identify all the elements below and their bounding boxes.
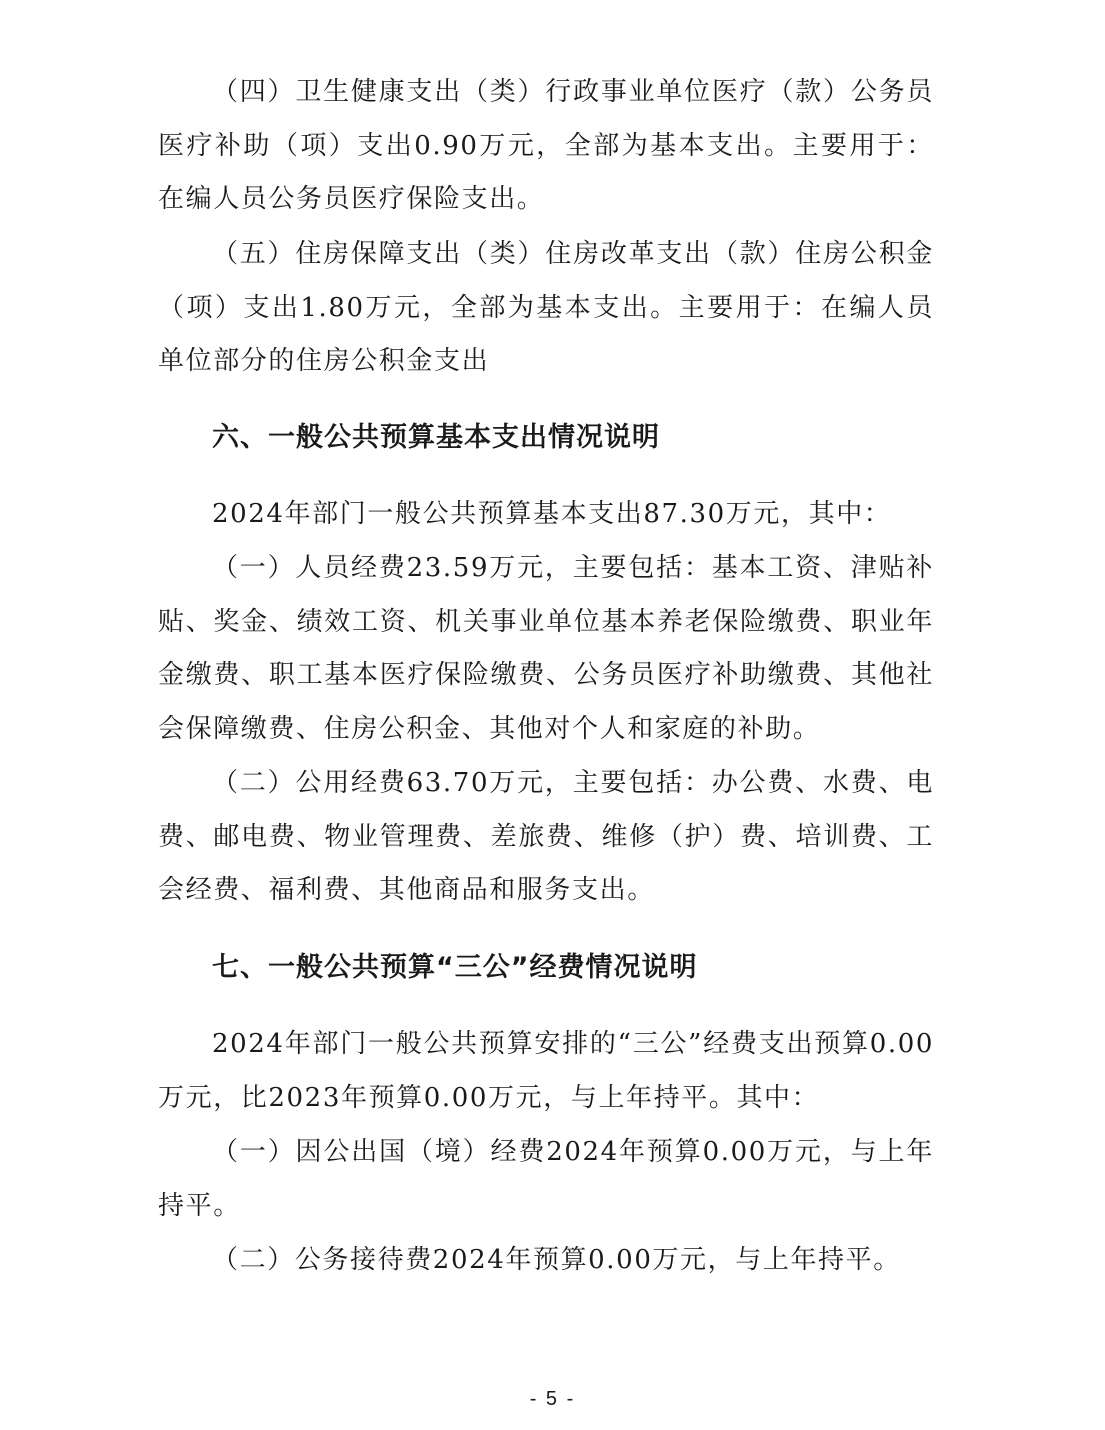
- paragraph-reception-expenses: （二）公务接待费2024年预算0.00万元，与上年持平。: [212, 1245, 901, 1275]
- paragraph-housing-expenditure: （五）住房保障支出（类）住房改革支出（款）住房公积金（项）支出1.80万元，全部为基本支出。主要用于：在编人员单位部分的住房公积金支出: [158, 239, 934, 376]
- page-number: - 5 -: [529, 1388, 576, 1410]
- paragraph-public-expenses: （二）公用经费63.70万元，主要包括：办公费、水费、电费、邮电费、物业管理费、差旅费、维修（护）费、培训费、工会经费、福利费、其他商品和服务支出。: [158, 768, 934, 905]
- paragraph-three-public-total: 2024年部门一般公共预算安排的“三公”经费支出预算0.00万元，比2023年预算0.00万元，与上年持平。其中：: [158, 1029, 934, 1113]
- paragraph-overseas-travel: （一）因公出国（境）经费2024年预算0.00万元，与上年持平。: [158, 1137, 934, 1221]
- paragraph-personnel-expenses: （一）人员经费23.59万元，主要包括：基本工资、津贴补贴、奖金、绩效工资、机关事业单位基本养老保险缴费、职业年金缴费、职工基本医疗保险缴费、公务员医疗补助缴费、其他社会保障缴费、住房公积金、其他对个人和家庭的补助。: [158, 553, 934, 744]
- section-heading-basic-expenditure: 六、一般公共预算基本支出情况说明: [212, 422, 660, 453]
- paragraph-health-expenditure: （四）卫生健康支出（类）行政事业单位医疗（款）公务员医疗补助（项）支出0.90万元，全部为基本支出。主要用于：在编人员公务员医疗保险支出。: [158, 77, 934, 214]
- section-heading-three-public: 七、一般公共预算“三公”经费情况说明: [212, 952, 698, 983]
- paragraph-basic-expenditure-total: 2024年部门一般公共预算基本支出87.30万元，其中：: [212, 499, 892, 529]
